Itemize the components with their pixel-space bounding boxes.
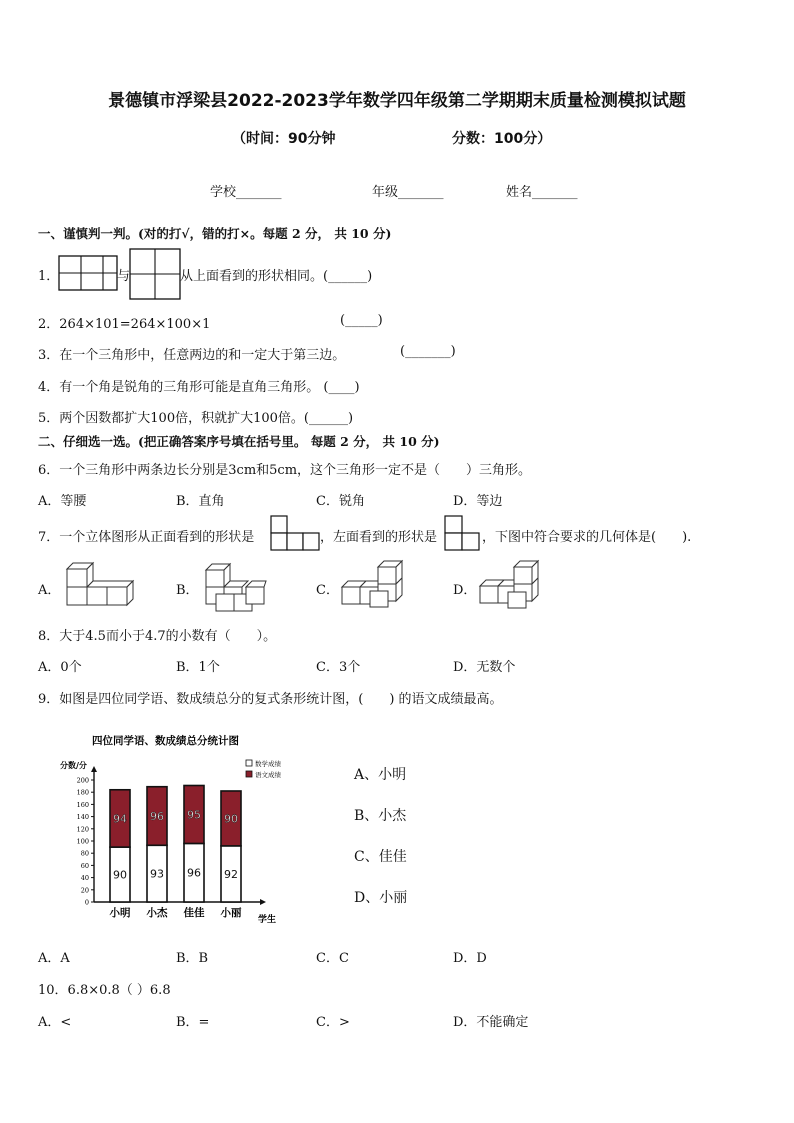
q7-option-a[interactable]: A．: [38, 583, 61, 598]
q8-option-c[interactable]: C．3个: [316, 660, 361, 675]
q2-answer-blank[interactable]: (_____): [340, 313, 383, 328]
chart-y-tick-label: 0: [84, 898, 89, 907]
q9-option-d[interactable]: D．D: [453, 951, 487, 966]
section1-title: 一、谨慎判一判。(对的打√，错的打×。每题 2 分， 共 10 分): [38, 226, 392, 241]
chart-y-tick-label: 80: [80, 849, 89, 858]
chart-data-label-chinese: 90: [224, 812, 238, 826]
q6-option-b[interactable]: B．直角: [176, 494, 225, 509]
chart-data-label-math: 92: [224, 867, 238, 881]
chart-y-tick-label: 120: [76, 825, 89, 834]
q7-option-c-cubes: [340, 560, 404, 608]
stacked-bar-chart: [60, 730, 290, 928]
chart-y-tick-label: 160: [76, 800, 89, 809]
chart-y-tick-label: 180: [76, 788, 89, 797]
chart-data-label-chinese: 94: [113, 812, 127, 826]
chart-category-label: 小丽: [220, 907, 242, 919]
q7-option-b[interactable]: B．: [176, 583, 199, 598]
chart-legend-label: 语文成绩: [255, 771, 281, 779]
q9-choice-d: D、小丽: [354, 890, 408, 906]
chart-data-label-chinese: 96: [150, 809, 164, 823]
q10-text: 10．6.8×0.8（ ）6.8: [38, 983, 171, 998]
chart-y-tick-label: 200: [76, 776, 89, 785]
q9-choice-c: C、佳佳: [354, 849, 407, 865]
q10-option-d[interactable]: D．不能确定: [453, 1015, 529, 1030]
chart-legend-label: 数学成绩: [255, 760, 281, 768]
q9-option-c[interactable]: C．C: [316, 951, 349, 966]
q10-option-b[interactable]: B．=: [176, 1015, 210, 1030]
q9-choice-a: A、小明: [354, 767, 407, 783]
q7-option-b-cubes: [203, 562, 267, 612]
chart-category-label: 小杰: [146, 907, 168, 919]
q1-text: 从上面看到的形状相同。(______): [180, 269, 373, 284]
chart-legend-swatch: [246, 771, 252, 777]
q1-figure-small-grid: [58, 255, 118, 291]
chart-category-label: 小明: [109, 907, 131, 919]
chart-ylabel: 分数/分: [60, 760, 87, 770]
q7-option-c[interactable]: C．: [316, 583, 339, 598]
chart-data-label-math: 96: [187, 866, 201, 880]
chart-title: 四位同学语、数成绩总分统计图: [92, 735, 239, 747]
grade-field: 年级_______: [372, 185, 444, 200]
q7-text-a: 7．一个立体图形从正面看到的形状是: [38, 530, 255, 545]
chart-data-label-math: 93: [150, 867, 164, 881]
q6-option-c[interactable]: C．锐角: [316, 494, 365, 509]
chart-y-arrow: [91, 766, 97, 772]
q7-front-view-figure: [270, 515, 320, 551]
q2-text: 2．264×101=264×100×1: [38, 317, 211, 332]
chart-xlabel: 学生: [258, 915, 277, 925]
q10-option-a[interactable]: A．<: [38, 1015, 72, 1030]
chart-y-tick-label: 100: [76, 837, 89, 846]
q9-text: 9．如图是四位同学语、数成绩总分的复式条形统计图，( ) 的语文成绩最高。: [38, 692, 503, 707]
q7-left-view-figure: [444, 515, 480, 551]
q6-option-d[interactable]: D．等边: [453, 494, 503, 509]
q9-option-a[interactable]: A．A: [38, 951, 70, 966]
q6-option-a[interactable]: A．等腰: [38, 494, 87, 509]
q3-text: 3．在一个三角形中，任意两边的和一定大于第三边。: [38, 348, 346, 363]
chart-data-label-chinese: 95: [187, 808, 201, 822]
q1-connector: 与: [117, 269, 131, 284]
chart-y-tick-label: 40: [80, 874, 89, 883]
school-field: 学校_______: [210, 185, 282, 200]
q7-text-b: ，左面看到的形状是: [320, 530, 438, 545]
chart-data-label-math: 90: [113, 868, 127, 882]
q9-option-b[interactable]: B．B: [176, 951, 209, 966]
q7-option-d[interactable]: D．: [453, 583, 477, 598]
q7-text-c: ，下图中符合要求的几何体是( ).: [482, 530, 692, 545]
q10-option-c[interactable]: C．>: [316, 1015, 350, 1030]
section2-title: 二、仔细选一选。(把正确答案序号填在括号里。 每题 2 分， 共 10 分): [38, 434, 440, 449]
q8-option-a[interactable]: A．0个: [38, 660, 82, 675]
chart-category-label: 佳佳: [183, 907, 205, 919]
q5-text: 5．两个因数都扩大100倍，积就扩大100倍。(______): [38, 411, 354, 426]
q1-number: 1．: [38, 269, 60, 284]
chart-x-arrow: [260, 899, 266, 905]
q8-option-d[interactable]: D．无数个: [453, 660, 516, 675]
q8-option-b[interactable]: B．1个: [176, 660, 220, 675]
exam-score: 分数：100分）: [452, 131, 552, 147]
q1-figure-large-grid: [129, 248, 181, 300]
q4-text: 4．有一个角是锐角的三角形可能是直角三角形。 (____): [38, 380, 360, 395]
chart-y-tick-label: 60: [80, 861, 89, 870]
page-title: 景德镇市浮梁县2022-2023学年数学四年级第二学期期末质量检测模拟试题: [108, 91, 686, 111]
q3-answer-blank[interactable]: (_______): [400, 344, 456, 359]
q8-text: 8．大于4.5而小于4.7的小数有（ ）。: [38, 629, 277, 644]
q7-option-a-cubes: [64, 562, 134, 606]
chart-y-tick-label: 20: [80, 886, 89, 895]
name-field: 姓名_______: [506, 185, 578, 200]
q9-choice-b: B、小杰: [354, 808, 407, 824]
chart-y-tick-label: 140: [76, 813, 89, 822]
q6-text: 6．一个三角形中两条边长分别是3cm和5cm，这个三角形一定不是（ ）三角形。: [38, 463, 532, 478]
chart-legend-swatch: [246, 760, 252, 766]
exam-time: （时间：90分钟: [232, 131, 336, 147]
q7-option-d-cubes: [478, 560, 542, 610]
